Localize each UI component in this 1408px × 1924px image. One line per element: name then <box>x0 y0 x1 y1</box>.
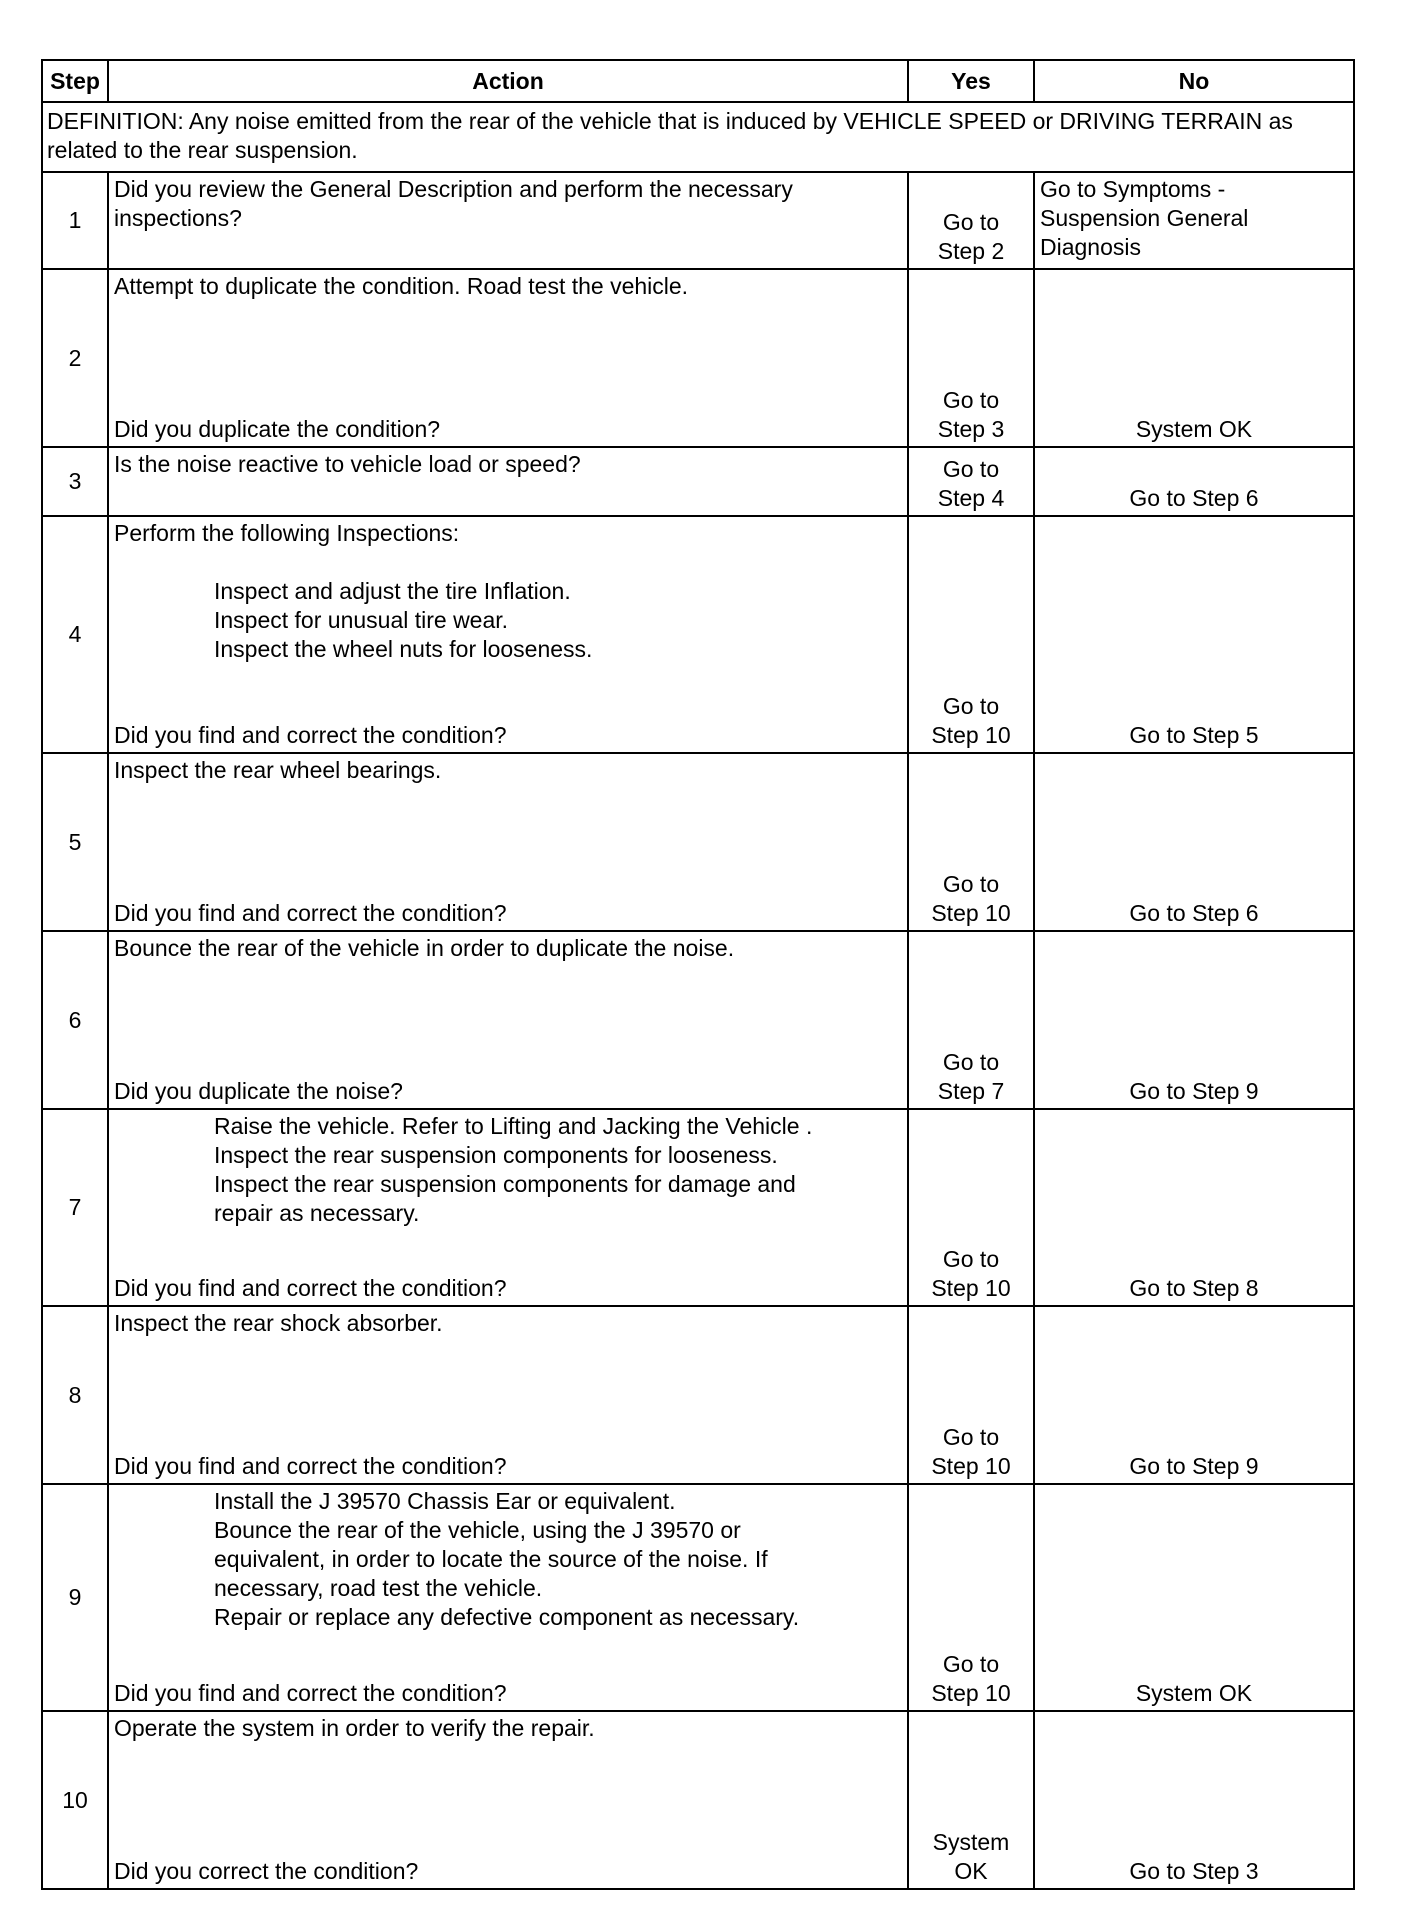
action-lines <box>114 1112 902 1228</box>
action-cell <box>108 931 908 1109</box>
yes-cell <box>908 1484 1034 1711</box>
action-text: Inspect the rear wheel bearings. <box>114 757 442 783</box>
action-text: Did you review the General Description and perform the necessary inspections? <box>114 176 793 231</box>
no-cell <box>1034 516 1354 753</box>
yes-cell <box>908 1109 1034 1306</box>
action-indented-text: Inspect and adjust the tire Inflation. <box>214 578 571 604</box>
step-number: 10 <box>42 1711 108 1889</box>
step-row <box>42 1306 1354 1484</box>
yes-text: Step 3 <box>937 416 1005 442</box>
action-indented-text: Inspect for unusual tire wear. <box>214 607 509 633</box>
step-row <box>42 516 1354 753</box>
no-text: Go to Step 5 <box>1129 722 1259 748</box>
yes-text: Step 7 <box>937 1078 1005 1104</box>
definition-text: DEFINITION: Any noise emitted from the rear of the vehicle that is induced by VEHICLE SPEED or DRIVING TERRAIN as related to the rear suspension. <box>42 102 1354 172</box>
action-lines <box>114 1309 902 1338</box>
action-text: Bounce the rear of the vehicle in order to duplicate the noise. <box>114 935 735 961</box>
yes-text: Step 10 <box>931 722 1011 748</box>
yes-cell <box>908 172 1034 269</box>
yes-cell <box>908 1711 1034 1889</box>
no-text: Diagnosis <box>1040 234 1141 260</box>
action-question: Did you duplicate the condition? <box>114 416 441 442</box>
step-row <box>42 1711 1354 1889</box>
action-text: Operate the system in order to verify the repair. <box>114 1715 595 1741</box>
no-cell <box>1034 1711 1354 1889</box>
yes-text: OK <box>954 1858 988 1884</box>
action-question: Did you correct the condition? <box>114 1858 419 1884</box>
action-cell <box>108 1484 908 1711</box>
action-cell <box>108 172 908 269</box>
action-indented-text: Inspect the rear suspension components for damage and <box>214 1171 796 1197</box>
action-question: Did you find and correct the condition? <box>114 1680 507 1706</box>
yes-cell <box>908 269 1034 447</box>
action-cell <box>108 269 908 447</box>
action-lines <box>114 272 902 301</box>
action-cell <box>108 753 908 931</box>
spacer <box>114 548 902 577</box>
step-row <box>42 269 1354 447</box>
no-cell <box>1034 172 1354 269</box>
yes-text: Go to <box>942 1651 1000 1677</box>
no-text: Go to Step 6 <box>1129 485 1259 511</box>
yes-text: System <box>932 1829 1010 1855</box>
step-row <box>42 1484 1354 1711</box>
action-lines <box>114 1487 902 1632</box>
action-indented-text: Inspect the wheel nuts for looseness. <box>214 636 593 662</box>
no-cell <box>1034 753 1354 931</box>
action-question: Did you find and correct the condition? <box>114 1275 507 1301</box>
yes-text: Go to <box>942 1049 1000 1075</box>
action-cell <box>108 447 908 516</box>
no-text: Go to Symptoms - <box>1040 176 1226 202</box>
action-lines <box>114 1714 902 1743</box>
action-text: Attempt to duplicate the condition. Road test the vehicle. <box>114 273 689 299</box>
step-row <box>42 172 1354 269</box>
action-cell <box>108 1306 908 1484</box>
step-number: 2 <box>42 269 108 447</box>
no-text: Go to Step 6 <box>1129 900 1259 926</box>
no-text: Go to Step 8 <box>1129 1275 1259 1301</box>
header-no: No <box>1034 60 1354 102</box>
action-question: Did you duplicate the noise? <box>114 1078 403 1104</box>
header-yes: Yes <box>908 60 1034 102</box>
action-question: Did you find and correct the condition? <box>114 722 507 748</box>
step-number: 1 <box>42 172 108 269</box>
action-question: Did you find and correct the condition? <box>114 1453 507 1479</box>
action-indented-text: necessary, road test the vehicle. <box>214 1575 543 1601</box>
action-text: Inspect the rear shock absorber. <box>114 1310 443 1336</box>
yes-text: Step 10 <box>931 900 1011 926</box>
yes-text: Step 4 <box>937 485 1005 511</box>
yes-text: Go to <box>942 693 1000 719</box>
action-indented-text: equivalent, in order to locate the source of the noise. If <box>214 1546 768 1572</box>
yes-text: Go to <box>942 209 1000 235</box>
step-number: 5 <box>42 753 108 931</box>
no-cell <box>1034 1306 1354 1484</box>
step-row <box>42 931 1354 1109</box>
action-lines <box>114 175 902 233</box>
action-indented-text: Bounce the rear of the vehicle, using the J 39570 or <box>214 1517 741 1543</box>
diagnostic-table <box>41 59 1355 1890</box>
action-text: Perform the following Inspections: <box>114 520 460 546</box>
yes-text: Go to <box>942 387 1000 413</box>
no-text: Suspension General <box>1040 205 1249 231</box>
step-number: 9 <box>42 1484 108 1711</box>
no-cell <box>1034 1484 1354 1711</box>
yes-text: Step 10 <box>931 1680 1011 1706</box>
action-indented-text: Install the J 39570 Chassis Ear or equivalent. <box>214 1488 676 1514</box>
step-number: 4 <box>42 516 108 753</box>
yes-cell <box>908 516 1034 753</box>
action-cell <box>108 1711 908 1889</box>
yes-cell <box>908 447 1034 516</box>
action-cell <box>108 1109 908 1306</box>
yes-cell <box>908 931 1034 1109</box>
step-row <box>42 447 1354 516</box>
action-indented-text: repair as necessary. <box>214 1200 420 1226</box>
yes-text: Go to <box>942 871 1000 897</box>
action-lines <box>114 756 902 785</box>
header-action: Action <box>108 60 908 102</box>
action-text: Is the noise reactive to vehicle load or speed? <box>114 451 581 477</box>
no-cell <box>1034 447 1354 516</box>
no-cell <box>1034 931 1354 1109</box>
step-number: 3 <box>42 447 108 516</box>
action-indented-text: Repair or replace any defective component as necessary. <box>214 1604 800 1630</box>
yes-text: Step 10 <box>931 1453 1011 1479</box>
action-question: Did you find and correct the condition? <box>114 900 507 926</box>
step-row <box>42 753 1354 931</box>
header-row <box>42 60 1354 102</box>
step-row <box>42 1109 1354 1306</box>
action-indented-text: Raise the vehicle. Refer to Lifting and Jacking the Vehicle . <box>214 1113 813 1139</box>
action-lines <box>114 450 902 479</box>
yes-cell <box>908 1306 1034 1484</box>
no-cell <box>1034 269 1354 447</box>
definition-row <box>42 102 1354 172</box>
header-step: Step <box>42 60 108 102</box>
yes-text: Go to <box>942 1424 1000 1450</box>
yes-text: Go to <box>942 456 1000 482</box>
no-text: Go to Step 9 <box>1129 1078 1259 1104</box>
step-number: 7 <box>42 1109 108 1306</box>
step-number: 8 <box>42 1306 108 1484</box>
step-number: 6 <box>42 931 108 1109</box>
no-text: System OK <box>1135 1680 1253 1706</box>
action-indented-text: Inspect the rear suspension components for looseness. <box>214 1142 778 1168</box>
yes-text: Go to <box>942 1246 1000 1272</box>
action-cell <box>108 516 908 753</box>
no-cell <box>1034 1109 1354 1306</box>
no-text: System OK <box>1135 416 1253 442</box>
yes-text: Step 10 <box>931 1275 1011 1301</box>
no-text: Go to Step 9 <box>1129 1453 1259 1479</box>
action-lines <box>114 934 902 963</box>
yes-text: Step 2 <box>937 238 1005 264</box>
no-text: Go to Step 3 <box>1129 1858 1259 1884</box>
action-lines <box>114 519 902 664</box>
yes-cell <box>908 753 1034 931</box>
